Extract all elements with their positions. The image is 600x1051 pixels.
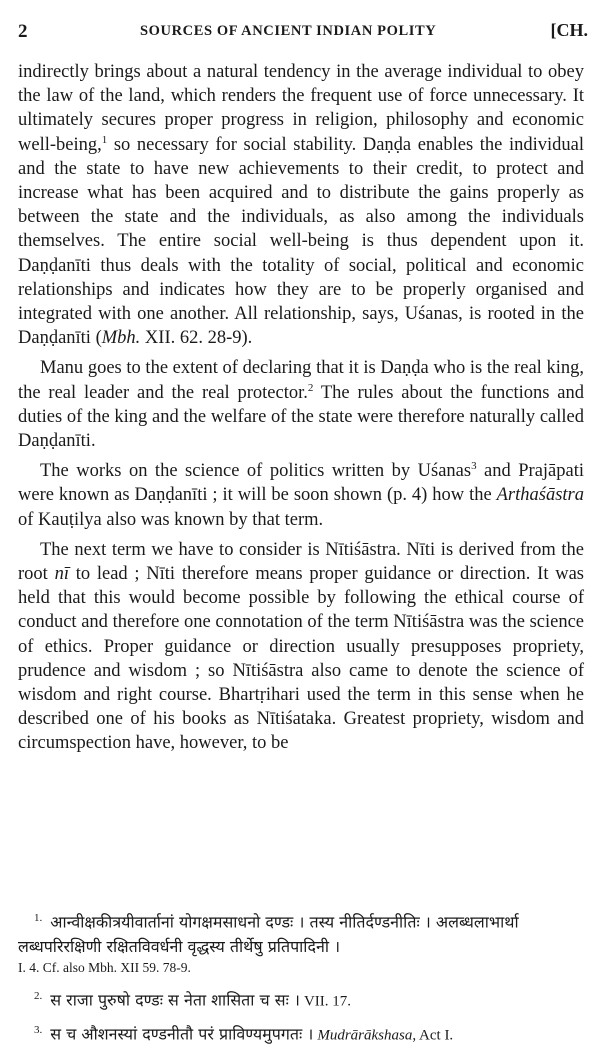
footnotes bbox=[18, 906, 584, 1051]
sanskrit-quote: आन्वीक्षकीत्रयीवार्तानां योगक्षमसाधनो दण्डः । तस्य नीतिर्दण्डनीतिः । अलब्धलाभार्था लब्धपरिरक्षिणी रक्षितविवर्धनी वृद्धस्य तीर्थेषु प्रतिपादिनी । bbox=[18, 912, 519, 957]
footnote-reference: VII. 17. bbox=[303, 993, 352, 1010]
paragraph-2 bbox=[18, 356, 584, 453]
footnote-3 bbox=[18, 1018, 584, 1047]
paragraph-3 bbox=[18, 459, 584, 532]
footnote-mark: 2. bbox=[34, 990, 43, 1003]
text-segment: to lead ; Nīti therefore means proper guidance or direction. It was held that this would become possible by following the ethical course of conduct and therefore one connotation of the term Nītiśāstra was the science of ethics. Proper guidance or direction usually presupposes propriety, prudence and wisdom ; so Nītiśāstra also came to denote the science of wisdom and right course. Bhartṛihari used the term in this sense when he described one of his books as Nītiśataka. Greatest propriety, wisdom and circumspection have, however, to be bbox=[18, 564, 584, 754]
running-header bbox=[18, 18, 590, 48]
root-italic: nī bbox=[54, 564, 69, 585]
text-segment: Manu goes to the extent of declaring that it is Daṇḍa who is the real king, the real leader and the real protector. bbox=[18, 358, 584, 403]
footnote-2 bbox=[18, 984, 584, 1013]
footnote-source-italic: Mudrārākshasa bbox=[317, 1026, 413, 1043]
paragraph-4 bbox=[18, 538, 584, 756]
text-segment: The works on the science of politics written by Uśanas bbox=[40, 461, 472, 482]
footnote-mark: 3. bbox=[34, 1023, 43, 1036]
footnote-mark: 1. bbox=[34, 912, 43, 924]
footnote-ref-1: 1 bbox=[101, 133, 108, 146]
footnote-reference: , Act I. bbox=[412, 1026, 454, 1043]
footnote-1 bbox=[18, 906, 584, 980]
footnote-ref-2: 2 bbox=[307, 381, 314, 394]
title-italic: Arthaśāstra bbox=[496, 485, 584, 506]
footnote-reference: I. 4. Cf. also Mbh. XII 59. 78-9. bbox=[18, 960, 191, 976]
citation-italic: Mbh. bbox=[101, 328, 141, 349]
chapter-marker: [CH. bbox=[550, 20, 588, 40]
text-segment: indirectly brings about a natural tendency in the average individual to obey the law of the land, which renders the frequent use of force unnecessary. It ultimately secures proper progress in religion, philosophy and economic well-being, bbox=[18, 62, 584, 155]
text-segment: and Prajāpati were known as Daṇḍanīti ; it will be soon shown (p. 4) how the bbox=[18, 461, 585, 506]
text-segment: of Kauṭilya also was known by that term. bbox=[18, 509, 324, 530]
body-text bbox=[18, 60, 584, 762]
text-segment: XII. 62. 28-9). bbox=[140, 328, 253, 349]
text-segment: The next term we have to consider is Nītiśāstra. Nīti is derived from the root bbox=[18, 539, 584, 585]
text-segment: The rules about the functions and duties of the king and the welfare of the state were therefore naturally called Daṇḍanīti. bbox=[18, 382, 585, 452]
paragraph-1 bbox=[18, 60, 584, 350]
running-title: SOURCES OF ANCIENT INDIAN POLITY bbox=[140, 23, 437, 39]
sanskrit-quote: स च औशनस्यां दण्डनीतौ परं प्राविण्यमुपगतः । bbox=[50, 1023, 314, 1043]
text-segment: so necessary for social stability. Daṇḍa enables the individual and the state to have new achievements to their credit, to protect and increase what has been acquired and to distribute the gains properly as between the state and the individuals, as also among the individuals themselves. The entire social well-being is thus dependent upon it. Daṇḍanīti thus deals with the totality of social, political and economic relationships and indicates how they are to be properly organised and integrated with one another. All relationship, says, Uśanas, is rooted in the Daṇḍanīti ( bbox=[18, 134, 584, 349]
sanskrit-quote: स राजा पुरुषो दण्डः स नेता शासिता च सः । bbox=[50, 990, 300, 1010]
page-number: 2 bbox=[18, 21, 28, 42]
footnote-ref-3: 3 bbox=[471, 460, 477, 473]
